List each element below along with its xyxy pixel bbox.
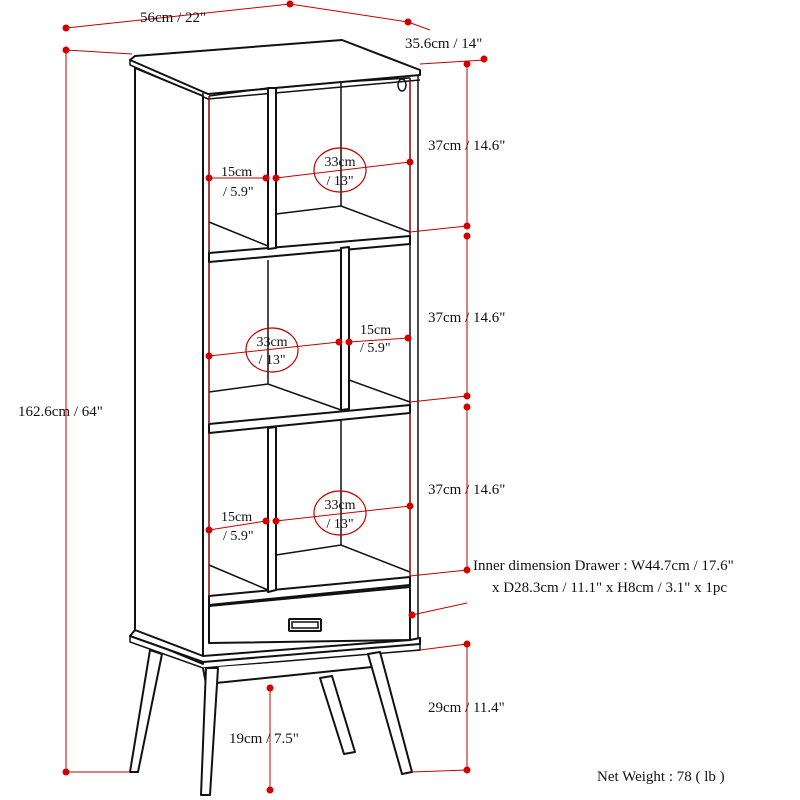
top-narrow-width-label-inch: / 5.9" — [223, 185, 254, 200]
cube-height-bottom-label: 37cm / 14.6" — [428, 482, 506, 498]
top-narrow-width-label: 15cm — [221, 165, 253, 180]
middle-narrow-width-label-inch: / 5.9" — [360, 341, 391, 356]
bookcase — [130, 40, 420, 795]
leg-back-left — [130, 650, 162, 772]
leg-front-right — [368, 652, 412, 774]
overall-height-label: 162.6cm / 64" — [18, 404, 103, 420]
bottom-wide-width-label: 33cm — [324, 498, 356, 513]
side-panel — [135, 68, 203, 664]
overall-width-label: 56cm / 22" — [140, 10, 207, 26]
drawer-dimension-label: Inner dimension Drawer : W44.7cm / 17.6" — [473, 558, 734, 574]
leg-height-label: 29cm / 11.4" — [428, 700, 505, 716]
top-wide-width-label: 33cm — [324, 155, 356, 170]
overall-depth-label: 35.6cm / 14" — [405, 36, 483, 52]
leg-spread-label: 19cm / 7.5" — [229, 731, 299, 747]
middle-wide-width-label: 33cm — [256, 335, 288, 350]
bottom-narrow-width-label: 15cm — [221, 510, 253, 525]
shelf-board-2 — [209, 405, 410, 433]
bottom-wide-width-label-inch: / 13" — [326, 517, 354, 532]
divider-bottom — [268, 427, 276, 592]
net-weight-label: Net Weight : 78 ( lb ) — [597, 769, 725, 785]
leg-back-right — [320, 676, 355, 754]
shelf-board-1 — [209, 236, 410, 262]
top-wide-width-label-inch: / 13" — [326, 174, 354, 189]
cube-height-top-label: 37cm / 14.6" — [428, 138, 506, 154]
cube-height-middle-label: 37cm / 14.6" — [428, 310, 506, 326]
drawer-handle — [289, 619, 321, 631]
divider-top — [268, 88, 276, 249]
drawer-dimension-label-line2: x D28.3cm / 11.1" x H8cm / 3.1" x 1pc — [492, 580, 727, 596]
leg-front-left — [201, 668, 218, 795]
middle-narrow-width-label: 15cm — [360, 323, 392, 338]
divider-middle — [341, 247, 349, 410]
middle-wide-width-label-inch: / 13" — [258, 353, 286, 368]
bottom-narrow-width-label-inch: / 5.9" — [223, 529, 254, 544]
